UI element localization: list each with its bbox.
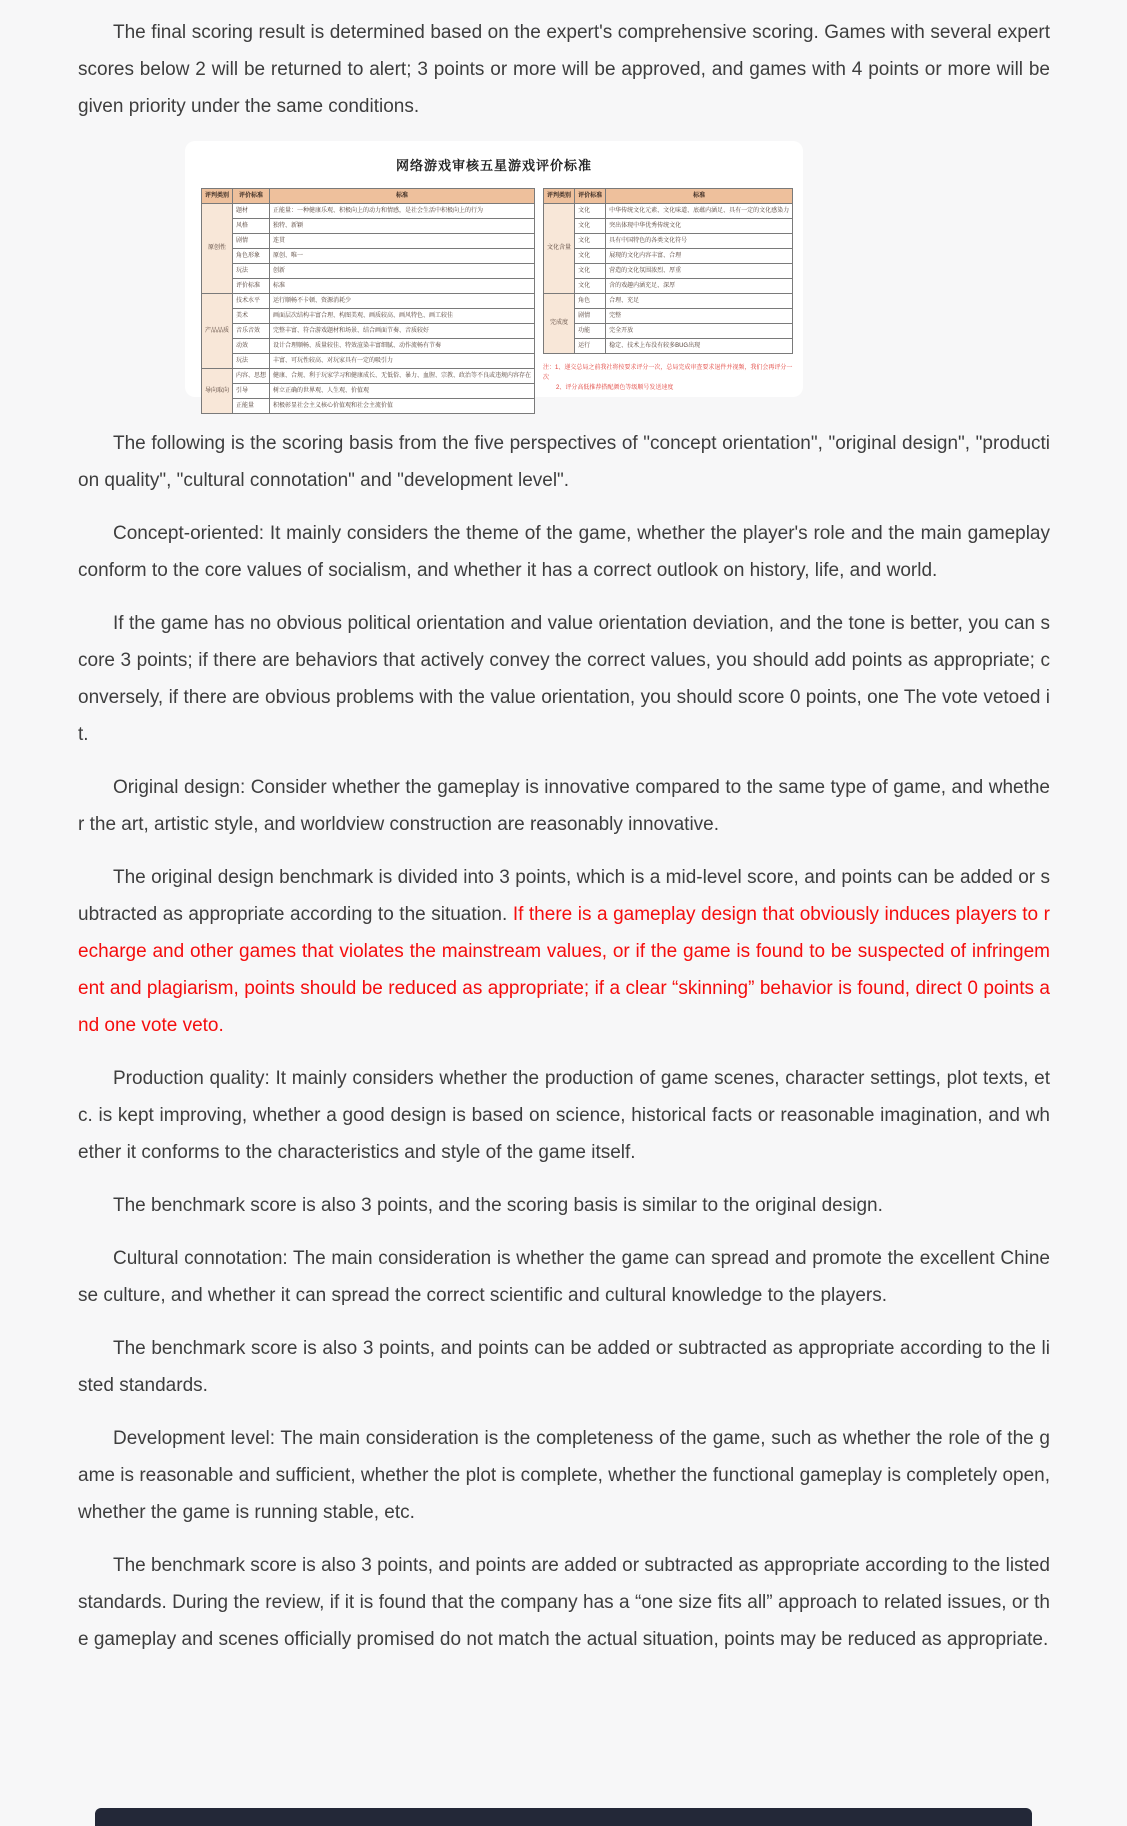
paragraph-production-quality [78, 1060, 1050, 1171]
paragraph-text: The following is the scoring basis from the five perspectives of "concept orientation", "original design", "production quality", "cultural connotation" and "development level". [78, 433, 1050, 491]
paragraph-concept-oriented [78, 515, 1050, 589]
paragraph-final-scoring [78, 14, 1050, 125]
figure-note-1: 注：1、递交总局之前我社将按要求评分一次，总局完成审查要求退件并视频，我们会再评分一次 [543, 365, 793, 381]
figure-notes [543, 363, 793, 393]
figure-title: 网络游戏审核五星游戏评价标准 [395, 158, 592, 173]
paragraph-cultural-benchmark [78, 1330, 1050, 1404]
figure-note-2: 2、评分高低推荐搭配颜色等级顺号发送速度 [556, 385, 674, 391]
paragraph-text: The benchmark score is also 3 points, and points can be added or subtracted as appropriate according to the listed standards. [78, 1338, 1050, 1396]
paragraph-text: Production quality: It mainly considers whether the production of game scenes, character settings, plot texts, etc. is kept improving, whether a good design is based on science, historical facts or reasonable imagination, and whether it conforms to the characteristics and style of the game itself. [78, 1068, 1050, 1163]
highlighted-red-text: If there is a gameplay design that obviously induces players to recharge and other games that violates the mainstream values, or if the game is found to be suspected of infringement and plagiarism, points should be reduced as appropriate; if a clear “skinning” behavior is found, direct 0 points and one vote veto. [78, 904, 1050, 1036]
figure-tables [201, 188, 793, 414]
paragraph-cultural-connotation [78, 1240, 1050, 1314]
paragraph-text: The benchmark score is also 3 points, and points are added or subtracted as appropriate according to the listed standards. During the review, if it is found that the company has a “one size fits all” approach to related issues, or the gameplay and scenes officially promised do not match the actual situation, points may be reduced as appropriate. [78, 1555, 1050, 1650]
evaluation-standard-figure [185, 141, 803, 409]
paragraph-text: Original design: Consider whether the gameplay is innovative compared to the same type of game, and whether the art, artistic style, and worldview construction are reasonably innovative. [78, 777, 1050, 835]
figure-right-column [543, 188, 793, 393]
paragraph-five-perspectives [78, 425, 1050, 499]
evaluation-table-left: 评判类别 评价标准 标准 原创性 题材 正能量：一种健康乐观、积极向上的动力和情感，是社会生活中积极向上的行为 风格 独特、新颖 剧情 连贯 角色形象 原创、唯一 玩法 创新 评价标准 标准 产品品质 技术水平 运行顺畅不卡顿、资源消耗少 美术 画面层次结构丰富合理、构图美观、画质较高、画风特色、画工较佳 音乐音效 完整丰富、符合游戏题材和场景、结合画面节奏、音质较好 动效 设计合理顺畅、质量较佳、特效渲染丰富细腻、动作流畅有节奏 玩法 丰富、可玩性较高、对玩家具有一定的吸引力 导向取向 内容、思想 健康、合规、利于玩家学习和健康成长、无低俗、暴力、血腥、宗教、政治等不良或违规内容存在 引导 树立正确的世界观、人生观、价值观 正能量 积极彰显社会主义核心价值观和社会主流价值 [201, 188, 535, 414]
paragraph-development-level [78, 1420, 1050, 1531]
paragraph-text: The original design benchmark is divided into 3 points, which is a mid-level score, and points can be added or subtracted as appropriate according to the situation. [78, 867, 1050, 925]
paragraph-concept-scoring [78, 605, 1050, 753]
paragraph-text: Concept-oriented: It mainly considers the theme of the game, whether the player's role and the main gameplay conform to the core values of socialism, and whether it has a correct outlook on history, life, and world. [78, 523, 1050, 581]
figure-left-column [201, 188, 535, 414]
paragraph-text: The final scoring result is determined based on the expert's comprehensive scoring. Games with several expert scores below 2 will be returned to alert; 3 points or more will be approved, and games with 4 points or more will be given priority under the same conditions. [78, 22, 1050, 117]
paragraph-text: Cultural connotation: The main consideration is whether the game can spread and promote the excellent Chinese culture, and whether it can spread the correct scientific and cultural knowledge to the players. [78, 1248, 1050, 1306]
paragraph-original-design-scoring [78, 859, 1050, 1044]
bottom-dark-bar [95, 1808, 1032, 1826]
paragraph-text: The benchmark score is also 3 points, and the scoring basis is similar to the original design. [113, 1195, 883, 1216]
paragraph-production-benchmark [78, 1187, 1050, 1224]
paragraph-text: If the game has no obvious political orientation and value orientation deviation, and the tone is better, you can score 3 points; if there are behaviors that actively convey the correct values, you should add points as appropriate; conversely, if there are obvious problems with the value orientation, you should score 0 points, one The vote vetoed it. [78, 613, 1050, 745]
paragraph-text: Development level: The main consideration is the completeness of the game, such as whether the role of the game is reasonable and sufficient, whether the plot is complete, whether the functional gameplay is completely open, whether the game is running stable, etc. [78, 1428, 1050, 1523]
paragraph-development-benchmark [78, 1547, 1050, 1658]
evaluation-table-right: 评判类别 评价标准 标准 文化含量 文化 中华传统文化元素、文化味道、底蕴内涵足、具有一定的文化感染力 文化 突出体现中华优秀传统文化 文化 具有中国特色的各类文化符号 文化 展现的文化内容丰富、合理 文化 营造的文化氛围浓烈、厚重 文化 含的戏趣内涵充足、深厚 完成度 角色 合理、充足 剧情 完整 功能 完全开放 运行 稳定、技术上布没有较多BUG出现 [543, 188, 793, 354]
paragraph-original-design [78, 769, 1050, 843]
